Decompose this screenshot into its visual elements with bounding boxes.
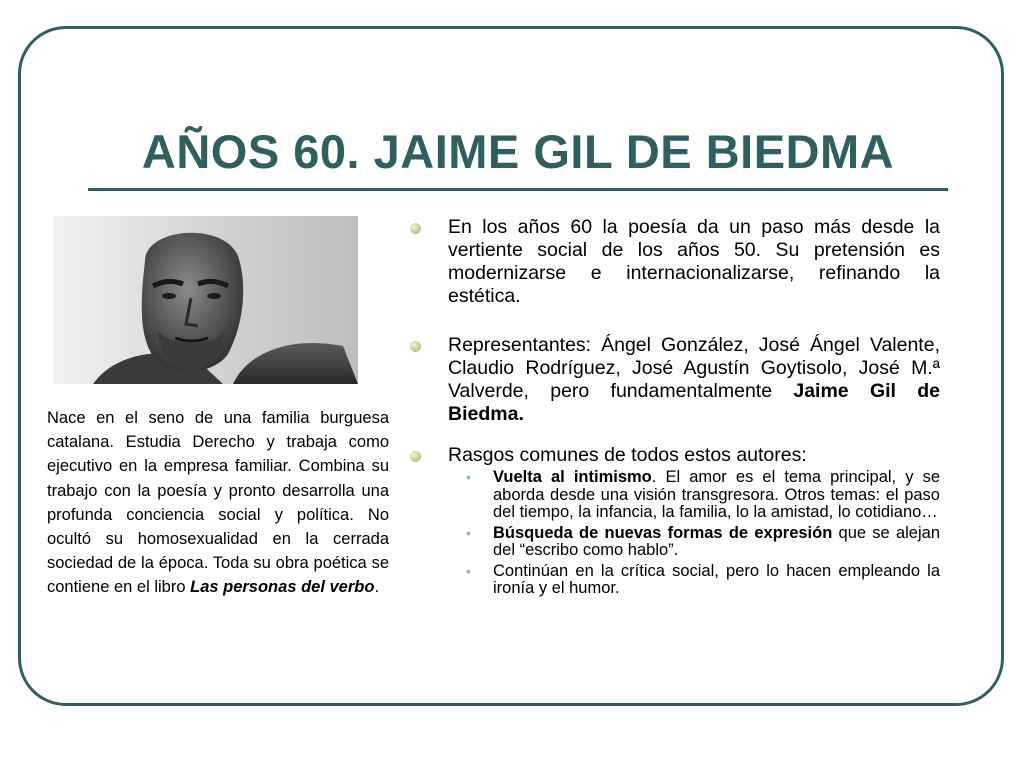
bullet-text: Representantes: Ángel González, José Ángel Valente, Claudio Rodríguez, José Agustín Goytisolo, José M.ª Valverde, pero fundamentalmente <box>448 334 940 402</box>
sub-bullet-item <box>448 525 940 560</box>
sub-bullet-item <box>448 469 940 522</box>
sub-bullet-list <box>448 469 940 598</box>
title-underline <box>88 188 948 191</box>
bullet-text: Rasgos comunes de todos estos autores: <box>448 444 807 466</box>
sub-bullet-text: Continúan en la crítica social, pero lo hacen empleando la ironía y el humor. <box>493 561 940 597</box>
sub-bullet-text: . El amor es el tema principal, y se aborda desde una visión transgresora. Otros temas: el paso del tiempo, la infancia, la familia, lo la amistad, lo cotidiano… <box>493 468 940 521</box>
bullet-item <box>408 444 940 598</box>
sub-bullet-icon: • <box>466 524 471 541</box>
biography-end: . <box>374 578 380 597</box>
bullet-item <box>408 216 940 308</box>
bullet-icon <box>410 451 421 462</box>
biography-text <box>47 406 389 600</box>
book-title: Las personas del verbo <box>190 578 375 597</box>
portrait-image <box>53 216 358 384</box>
sub-bullet-item <box>448 563 940 598</box>
bullet-list <box>408 216 940 601</box>
sub-bullet-text: que se alejan del “escribo como hablo”. <box>493 523 941 559</box>
portrait-photo <box>53 216 358 384</box>
bullet-icon <box>410 223 421 234</box>
sub-bullet-bold-text: Vuelta al intimismo <box>493 468 652 486</box>
sub-bullet-icon: • <box>466 469 471 485</box>
bullet-icon <box>410 341 421 352</box>
slide-title: AÑOS 60. JAIME GIL DE BIEDMA <box>141 125 895 178</box>
biography-body: Nace en el seno de una familia burguesa catalana. Estudia Derecho y trabaja como ejecutivo en la empresa familiar. Combina su trabajo con la poesía y pronto desarrolla una profunda conciencia social y política. No ocultó su homosexualidad en la cerrada sociedad de la época. Toda su obra poética se contiene en el libro <box>47 409 389 597</box>
sub-bullet-bold-text: Búsqueda de nuevas formas de expresión <box>493 523 833 542</box>
bullet-item <box>408 334 940 426</box>
bullet-text: En los años 60 la poesía da un paso más desde la vertiente social de los años 50. Su pretensión es modernizarse e internacionalizarse, refinando la estética. <box>448 216 940 307</box>
bullet-bold-text: Jaime Gil de Biedma. <box>448 380 940 425</box>
sub-bullet-icon: • <box>466 562 471 579</box>
